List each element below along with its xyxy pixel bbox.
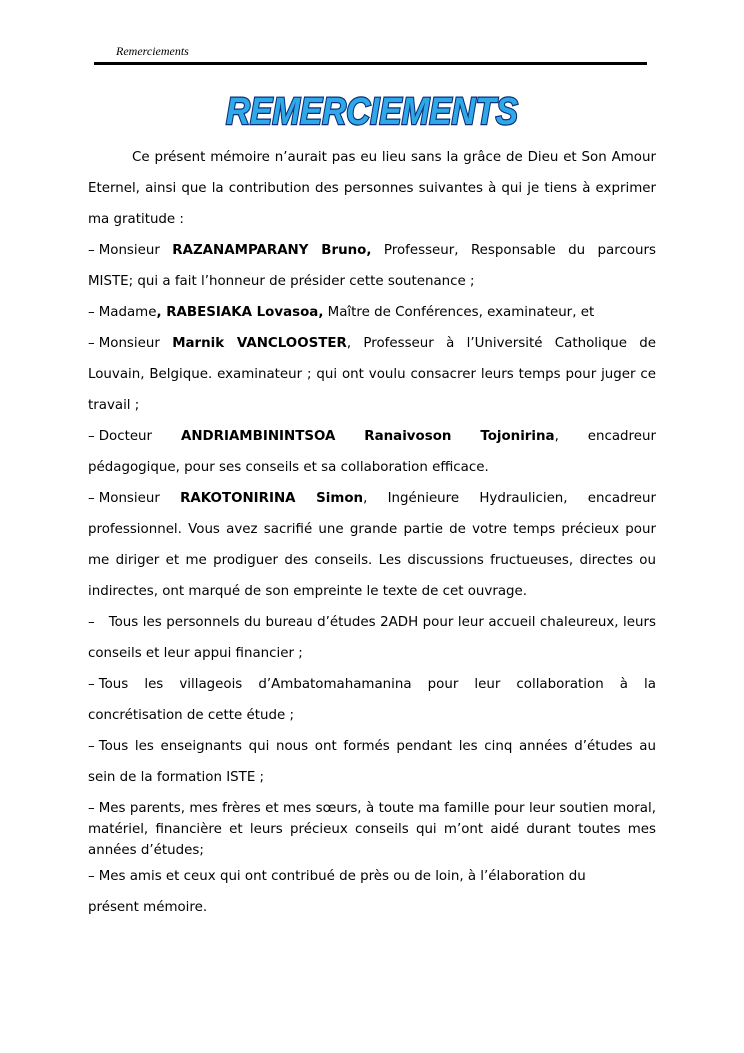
person-name: , RABESIAKA Lovasoa, bbox=[156, 305, 324, 320]
dash: – bbox=[88, 615, 95, 630]
list-item-second-line: présent mémoire. bbox=[88, 900, 208, 915]
dash: – bbox=[88, 801, 95, 816]
person-name: Tojonirina bbox=[480, 429, 555, 444]
dash: – bbox=[88, 243, 95, 258]
list-item-first-line: – Docteur ANDRIAMBININTSOA Ranaivoson Tojonirina, encadreur bbox=[88, 421, 656, 452]
dash: – bbox=[88, 869, 95, 884]
list-item: – Tous les personnels du bureau d’études 2ADH pour leur accueil chaleureux, leurs conseils et leur appui financier ; bbox=[88, 615, 656, 661]
title-wordart bbox=[222, 88, 522, 134]
running-header: Remerciements bbox=[116, 44, 189, 58]
list-item: – Tous les enseignants qui nous ont formés pendant les cinq années d’études au sein de la formation ISTE ; bbox=[88, 739, 656, 785]
list-item: – Monsieur Marnik VANCLOOSTER, Professeur à l’Université Catholique de Louvain, Belgique. examinateur ; qui ont voulu consacrer leurs temps pour juger ce travail ; bbox=[88, 336, 656, 413]
dash: – bbox=[88, 739, 95, 754]
person-name: ANDRIAMBININTSOA bbox=[180, 429, 336, 444]
list-item: – Monsieur RAZANAMPARANY Bruno, Professeur, Responsable du parcours MISTE; qui a fait l’honneur de présider cette soutenance ; bbox=[88, 243, 656, 289]
dash: – bbox=[88, 305, 95, 320]
list-item: – Tous les villageois d’Ambatomahamanina pour leur collaboration à la concrétisation de cette étude ; bbox=[88, 677, 656, 723]
person-name: Marnik VANCLOOSTER bbox=[172, 336, 347, 351]
person-name: Ranaivoson bbox=[364, 429, 452, 444]
dash: – bbox=[88, 429, 95, 444]
list-item: – Madame, RABESIAKA Lovasoa, Maître de Conférences, examinateur, et bbox=[88, 305, 595, 320]
list-item-first-line: – Mes amis et ceux qui ont contribué de près ou de loin, à l’élaboration du bbox=[88, 869, 586, 884]
list-item: – Monsieur RAKOTONIRINA Simon, Ingénieure Hydraulicien, encadreur professionnel. Vous avez sacrifié une grande partie de votre temps précieux pour me diriger et me prodiguer des conseils. Les discussions fructueuses, directes ou indirectes, ont marqué de son empreinte le texte de cet ouvrage. bbox=[88, 491, 657, 599]
page-title bbox=[0, 88, 744, 136]
dash: – bbox=[88, 491, 95, 506]
list-item: – Mes parents, mes frères et mes sœurs, à toute ma famille pour leur soutien moral, matériel, financière et leurs précieux conseils qui m’ont aidé durant toutes mes années d’études; bbox=[88, 801, 656, 858]
person-name: RAKOTONIRINA Simon bbox=[180, 491, 364, 506]
list-item bbox=[88, 421, 656, 483]
intro-paragraph: Ce présent mémoire n’aurait pas eu lieu sans la grâce de Dieu et Son Amour Eternel, ainsi que la contribution des personnes suivantes à qui je tiens à exprimer ma gratitude : bbox=[88, 150, 656, 227]
acknowledgements-body bbox=[88, 142, 656, 927]
header-rule bbox=[94, 62, 647, 65]
list-item-second-line: pédagogique, pour ses conseils et sa collaboration efficace. bbox=[88, 460, 489, 475]
list-item bbox=[88, 865, 656, 927]
dash: – bbox=[88, 336, 95, 351]
title-text: REMERCIEMENTS bbox=[226, 91, 518, 133]
person-name: RAZANAMPARANY Bruno, bbox=[172, 243, 372, 258]
dash: – bbox=[88, 677, 95, 692]
